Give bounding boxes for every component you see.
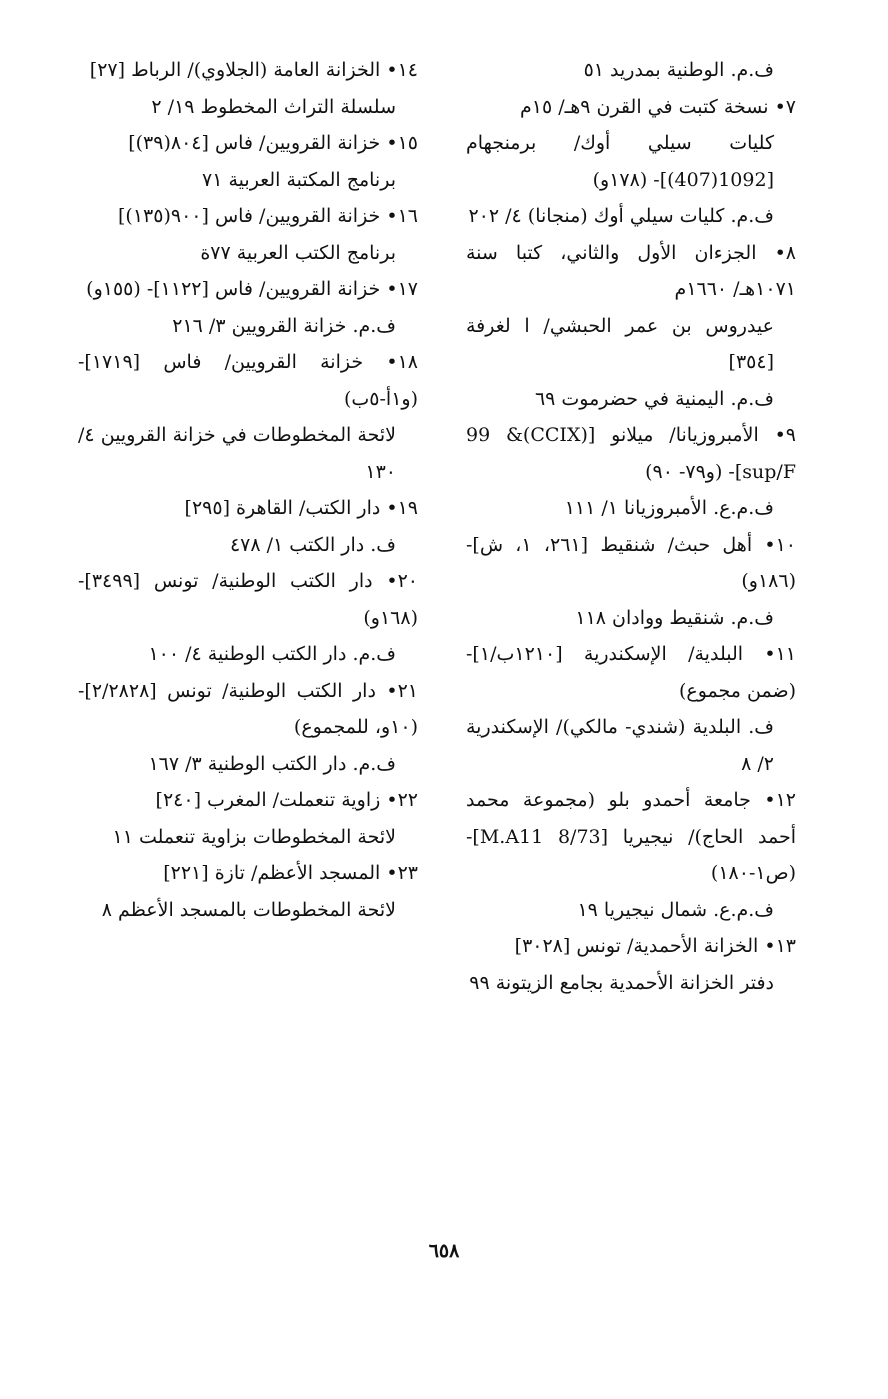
entry-holding: عيدروس بن عمر الحبشي/ ا لغرفة [٣٥٤] — [466, 314, 774, 373]
entry-heading-text: خزانة القرويين/ فاس [١١٢٢]- (١٥٥و) — [86, 278, 381, 300]
entry-heading — [78, 673, 418, 746]
entry-heading-text: الخزانة العامة (الجلاوي)/ الرباط [٢٧] — [89, 59, 381, 81]
entry-reference: ف.م. دار الكتب الوطنية ٣/ ١٦٧ — [148, 752, 396, 775]
entry-heading — [78, 563, 418, 636]
left-column — [78, 52, 418, 928]
entry-reference: ف.م. اليمنية في حضرموت ٦٩ — [534, 387, 774, 410]
catalog-entry — [78, 344, 418, 490]
page-number: ٦٥٨ — [428, 1240, 460, 1262]
entry-heading — [466, 928, 796, 965]
entry-reference: ف.م.ع. شمال نيجيريا ١٩ — [577, 898, 774, 921]
bullet-icon: • — [764, 789, 776, 811]
entry-number: ١٧ — [397, 278, 418, 300]
catalog-entry — [78, 490, 418, 563]
entry-reference: ف.م. خزانة القرويين ٣/ ٢١٦ — [172, 314, 396, 337]
bullet-icon: • — [386, 351, 398, 373]
entry-number: ١٥ — [397, 132, 418, 154]
entry-reference: ف.م. الوطنية بمدريد ٥١ — [583, 59, 774, 81]
entry-heading — [466, 417, 796, 490]
entry-heading-text: الأمبروزيانا/ ميلانو [(CCIX)& 99 sup/F]- (و٧٩- ٩٠) — [466, 424, 796, 483]
bullet-icon: • — [774, 424, 786, 446]
catalog-entry — [466, 89, 796, 235]
entry-reference: ف.م. دار الكتب الوطنية ٤/ ١٠٠ — [148, 643, 396, 665]
entry-heading-text: خزانة القرويين/ فاس [٨٠٤(٣٩)] — [128, 132, 381, 154]
entry-reference: ف.م. كليات سيلي أوك (منجانا) ٤/ ٢٠٢ — [468, 205, 774, 227]
bullet-icon: • — [764, 533, 776, 556]
catalog-entry — [466, 417, 796, 527]
entry-number: ٢٢ — [397, 789, 418, 811]
entry-number: ١٩ — [397, 497, 418, 519]
entry-number: ١٤ — [397, 59, 418, 81]
entry-heading-text: زاوية تنعملت/ المغرب [٢٤٠] — [155, 789, 381, 811]
entry-heading-text: جامعة أحمدو بلو (مجموعة محمد أحمد الحاج)/ نيجيريا [M.A11 8/73]- (ص١-١٨٠) — [466, 789, 796, 884]
entry-heading — [78, 198, 418, 235]
entry-reference: سلسلة التراث المخطوط ١٩/ ٢ — [151, 95, 396, 118]
bullet-icon: • — [386, 789, 398, 811]
entry-reference: دفتر الخزانة الأحمدية بجامع الزيتونة ٩٩ — [469, 971, 774, 994]
entry-reference: ف.م.ع. الأمبروزيانا ١/ ١١١ — [564, 497, 774, 519]
bullet-icon: • — [386, 278, 398, 300]
catalog-entry — [78, 125, 418, 198]
entry-number: ٨ — [785, 241, 796, 264]
bullet-icon: • — [774, 95, 786, 118]
entry-heading — [466, 89, 796, 126]
entry-heading — [78, 782, 418, 819]
bullet-icon: • — [764, 935, 776, 957]
entry-number: ٢٣ — [397, 862, 418, 884]
entry-reference: لائحة المخطوطات بزاوية تنعملت ١١ — [112, 825, 396, 848]
catalog-entry — [78, 673, 418, 783]
entry-heading — [466, 235, 796, 308]
entry-number: ١٨ — [397, 351, 418, 373]
entry-number: ٧ — [785, 95, 796, 118]
entry-number: ١٢ — [775, 789, 796, 811]
entry-heading — [466, 636, 796, 709]
catalog-entry — [466, 928, 796, 1001]
entry-number: ٢١ — [397, 679, 418, 702]
entry-heading — [78, 271, 418, 308]
entry-reference: ف. دار الكتب ١/ ٤٧٨ — [229, 533, 396, 556]
entry-number: ١٣ — [775, 935, 796, 957]
catalog-entry — [78, 563, 418, 673]
entry-number: ١٦ — [397, 205, 418, 227]
entry-heading — [78, 490, 418, 527]
catalog-entry — [78, 271, 418, 344]
entry-heading — [78, 855, 418, 892]
entry-heading — [466, 527, 796, 600]
bullet-icon: • — [386, 862, 398, 884]
entry-heading-text: دار الكتب الوطنية/ تونس [٢/٢٨٢٨]- (١٠و، للمجموع) — [78, 679, 418, 738]
entry-reference: برنامج المكتبة العربية ٧١ — [202, 168, 396, 191]
entry-reference: برنامج الكتب العربية ٧٧ة — [200, 241, 396, 264]
catalog-entry — [466, 52, 796, 89]
entry-reference: لائحة المخطوطات بالمسجد الأعظم ٨ — [101, 898, 396, 921]
bullet-icon: • — [774, 241, 786, 264]
catalog-entry — [78, 52, 418, 125]
entry-heading-text: خزانة القرويين/ فاس [١٧١٩]- (و١أ-٥ب) — [78, 351, 418, 410]
entry-number: ١١ — [775, 643, 796, 665]
catalog-entry — [466, 235, 796, 418]
entry-heading-text: الخزانة الأحمدية/ تونس [٣٠٢٨] — [514, 935, 759, 957]
entry-heading-text: دار الكتب/ القاهرة [٢٩٥] — [184, 497, 381, 519]
entry-heading-text: خزانة القرويين/ فاس [٩٠٠(١٣٥)] — [118, 205, 381, 227]
entry-heading — [78, 52, 418, 89]
bullet-icon: • — [386, 570, 398, 592]
entry-heading-text: أهل حبث/ شنقيط [٢٦١، ١، ش]- (١٨٦و) — [466, 533, 796, 592]
entry-heading-text: نسخة كتبت في القرن ٩هـ/ ١٥م — [520, 95, 769, 118]
bullet-icon: • — [386, 679, 398, 702]
entry-number: ١٠ — [775, 533, 796, 556]
entry-heading-text: البلدية/ الإسكندرية [١٢١٠ب/١]- (ضمن مجموع) — [466, 643, 796, 702]
bullet-icon: • — [764, 643, 776, 665]
catalog-entry — [466, 636, 796, 782]
catalog-entry — [466, 782, 796, 928]
entry-heading — [78, 125, 418, 162]
entry-holding: كليات سيلي أوك/ برمنجهام [1092(407)]- (١٧٨و) — [466, 132, 774, 191]
entry-heading-text: المسجد الأعظم/ تازة [٢٢١] — [163, 862, 381, 884]
right-column — [466, 52, 796, 1001]
bullet-icon: • — [386, 59, 398, 81]
bullet-icon: • — [386, 132, 398, 154]
entry-number: ٩ — [785, 424, 797, 446]
entry-heading-text: الجزءان الأول والثاني، كتبا سنة ١٠٧١هـ/ ١٦٦٠م — [466, 241, 796, 300]
entry-number: ٢٠ — [397, 570, 418, 592]
catalog-entry — [78, 198, 418, 271]
entry-heading — [466, 782, 796, 892]
catalog-entry — [78, 782, 418, 855]
entry-reference: ف.م. شنقيط ووادان ١١٨ — [575, 606, 774, 629]
bullet-icon: • — [386, 497, 398, 519]
catalog-entry — [78, 855, 418, 928]
entry-reference: ف. البلدية (شندي- مالكي)/ الإسكندرية ٢/ ٨ — [466, 716, 774, 775]
entry-reference: لائحة المخطوطات في خزانة القرويين ٤/ ١٣٠ — [78, 424, 396, 483]
entry-heading — [78, 344, 418, 417]
catalog-entry — [466, 527, 796, 637]
bullet-icon: • — [386, 205, 398, 227]
entry-heading-text: دار الكتب الوطنية/ تونس [٣٤٩٩]- (١٦٨و) — [78, 570, 418, 629]
